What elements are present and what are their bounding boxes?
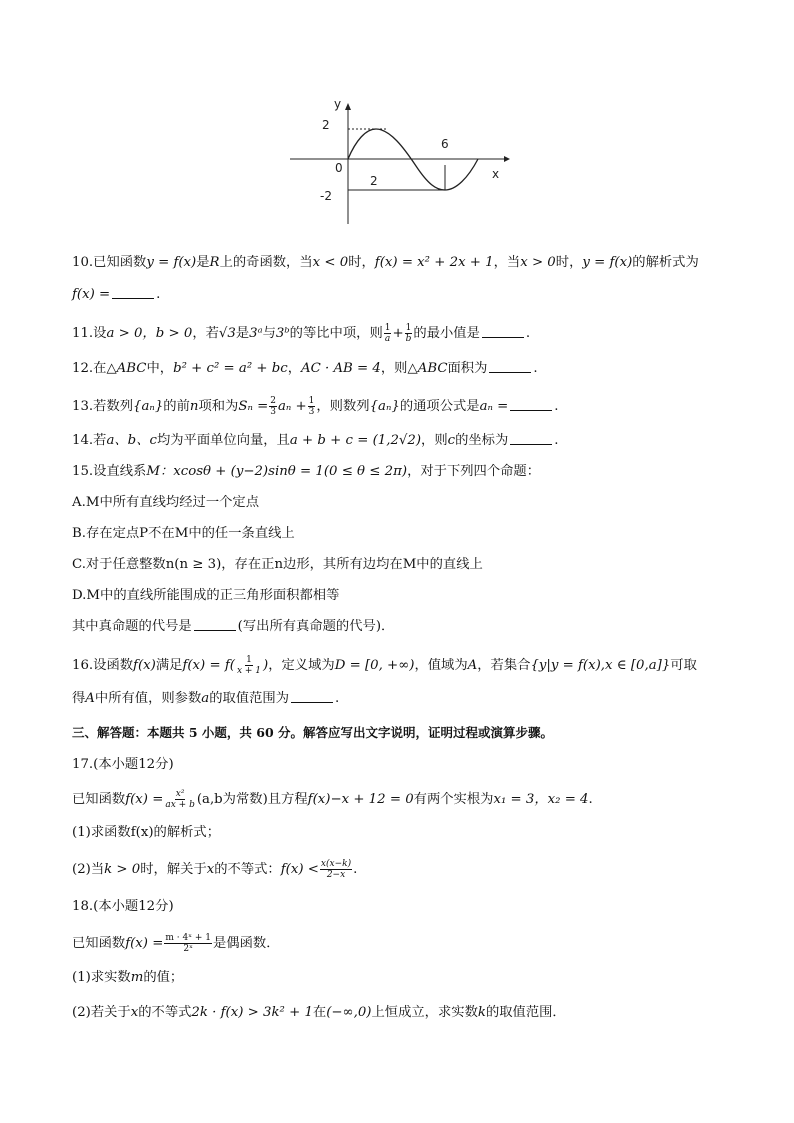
- q15-option-b: B.存在定点P不在M中的任一条直线上: [72, 526, 295, 541]
- q18-text: 的不等式: [138, 1005, 192, 1020]
- answer-blank: [112, 286, 154, 299]
- q13-math: n: [189, 399, 199, 414]
- q16-math: A: [467, 658, 478, 673]
- q14-math: a + b + c = (1,2√2): [289, 433, 422, 448]
- fraction-denominator: x + 1: [236, 666, 262, 676]
- q17-title: 17.(本小题12分): [72, 757, 174, 772]
- q13-text: ，则数列: [316, 399, 370, 414]
- q10-math: x < 0: [312, 255, 349, 270]
- section-3-heading: 三、解答题：本题共 5 小题，共 60 分。解答应写出文字说明，证明过程或演算步骤。: [72, 725, 554, 740]
- q17-text: 的不等式：: [214, 862, 281, 877]
- q16-math: f(x) = f(: [182, 658, 235, 673]
- q12-text: 中，: [146, 361, 174, 376]
- q15-text: 其中真命题的代号是: [72, 619, 192, 634]
- q17-math: f(x) =: [125, 792, 164, 807]
- q18-title: 18.(本小题12分): [72, 899, 174, 914]
- q11-math: √3: [218, 326, 236, 341]
- q16-math: A: [85, 691, 95, 706]
- fraction-numerator: 1: [384, 323, 391, 333]
- q12-text: ，: [287, 361, 301, 376]
- q16-text: ，定义域为: [268, 658, 335, 673]
- q16-text: 满足: [155, 658, 183, 673]
- x-label-2: 2: [370, 174, 378, 188]
- q13-line: 13.若数列{aₙ}的前n项和为Sₙ = $\frac{2}{3}$ aₙ + $\frac{1}{3}$ ，则数列{aₙ}的通项公式是aₙ = .: [72, 396, 559, 417]
- q13-text: 的前: [163, 399, 190, 414]
- fraction-denominator: 2ˣ: [183, 944, 193, 954]
- q12-line: 12.在△ABC中，b² + c² = a² + bc，AC · AB = 4，则△ABC面积为 .: [72, 361, 538, 376]
- q14-text: 均为平面单位向量，且: [156, 433, 290, 448]
- q17-text: 时，解关于: [140, 862, 207, 877]
- q17-part2: [72, 859, 357, 880]
- fraction-numerator: 1: [308, 396, 315, 406]
- q13-math: aₙ =: [479, 399, 509, 414]
- q14-math: c: [447, 433, 456, 448]
- q17-line: [72, 789, 593, 810]
- q15-text: 15.设直线系: [72, 464, 147, 479]
- x-axis-label: x: [492, 167, 500, 181]
- q17-text: 有两个实根为: [413, 792, 494, 807]
- q16-text: 的取值范围为: [209, 691, 289, 706]
- fraction-numerator: 1: [405, 323, 412, 333]
- q17-text: 已知函数: [72, 792, 126, 807]
- q17-math: f(x) <: [280, 862, 319, 877]
- answer-blank: [482, 325, 524, 338]
- q17-math: x: [206, 862, 215, 877]
- fraction: [384, 323, 392, 344]
- fraction-numerator: m · 4ˣ + 1: [165, 933, 212, 943]
- q11-text: 11.设: [72, 326, 107, 341]
- q16-text: ，若集合: [477, 658, 531, 673]
- q10-text: 上的奇函数，当: [219, 255, 313, 270]
- fraction: [308, 396, 316, 417]
- q11-text: 的等比中项，则: [289, 326, 383, 341]
- fraction-denominator: a: [384, 334, 391, 344]
- q10-line2: f(x) = .: [72, 287, 161, 302]
- sine-graph-svg: [278, 90, 518, 230]
- origin-label: 0: [335, 161, 343, 175]
- q18-text: 上恒成立，求实数: [371, 1005, 478, 1020]
- answer-blank: [510, 398, 552, 411]
- q12-math: △ABC: [407, 361, 448, 376]
- y-tick-neg2-label: -2: [320, 189, 332, 203]
- q10-math: y = f(x): [582, 255, 633, 270]
- q17-math: k > 0: [104, 862, 141, 877]
- x-label-6: 6: [441, 137, 449, 151]
- x-axis-arrow: [504, 156, 510, 162]
- q15-option-d: D.M中的直线所能围成的正三角形面积都相等: [72, 588, 340, 603]
- q15-math: M：xcosθ + (y−2)sinθ = 1(0 ≤ θ ≤ 2π): [146, 464, 408, 479]
- q18-part2: [72, 1003, 566, 1023]
- fraction-denominator: 3: [308, 407, 315, 417]
- fraction-denominator: ax + b: [165, 800, 195, 810]
- q18-text: 的值；: [143, 970, 184, 985]
- q18-math: f(x) =: [125, 936, 164, 951]
- q18-text: (1)求实数: [72, 970, 131, 985]
- q17-text: .: [588, 792, 593, 807]
- q15-line: [72, 462, 540, 482]
- q18-part1: [72, 968, 183, 988]
- q10-math: x > 0: [520, 255, 556, 270]
- q18-math: k: [477, 1005, 486, 1020]
- q16-line2: 得A中所有值，则参数a的取值范围为 .: [72, 691, 340, 706]
- fraction-numerator: 1: [246, 655, 252, 665]
- q11-line: 11.设a > 0，b > 0，若√3是3ᵃ与3ᵇ的等比中项，则 $\frac{1}{a}$ + $\frac{1}{b}$ 的最小值是 .: [72, 323, 531, 344]
- q12-text: ，则: [380, 361, 408, 376]
- q12-math: △ABC: [106, 361, 147, 376]
- q11-math: 3ᵃ: [249, 326, 263, 341]
- q17-part1: (1)求函数f(x)的解析式；: [72, 825, 221, 840]
- q16-text: 得: [72, 691, 86, 706]
- q14-text: 14.若: [72, 433, 107, 448]
- q15-option-c: C.对于任意整数n(n ≥ 3)，存在正n边形，其所有边均在M中的直线上: [72, 557, 483, 572]
- fraction: [236, 655, 262, 676]
- q14-text: 的坐标为: [455, 433, 509, 448]
- q11-text: 与: [262, 326, 276, 341]
- q17-text: .: [353, 862, 358, 877]
- q14-math: a、b、c: [106, 433, 157, 448]
- q10-text: 是: [196, 255, 210, 270]
- q18-math: (−∞,0): [326, 1005, 372, 1020]
- q11-math: a > 0，b > 0: [106, 326, 193, 341]
- q10-math: R: [209, 255, 220, 270]
- q18-text: 的取值范围．: [485, 1005, 566, 1020]
- q16-math: D = [0, +∞): [334, 658, 415, 673]
- q13-math: aₙ +: [277, 399, 307, 414]
- q18-line: [72, 933, 280, 954]
- q16-line1: [72, 655, 697, 676]
- q12-text: 面积为: [447, 361, 488, 376]
- q15-option-a: A.M中所有直线均经过一个定点: [72, 495, 260, 510]
- q12-math: AC · AB = 4: [301, 361, 381, 376]
- q16-math: ): [263, 658, 269, 673]
- q10-text: 时，: [555, 255, 583, 270]
- q13-math: {aₙ}: [133, 399, 164, 414]
- sine-graph-figure: [278, 90, 518, 230]
- q10-text: 10.已知函数: [72, 255, 147, 270]
- q16-text: 16.设函数: [72, 658, 134, 673]
- q10-math: y = f(x): [146, 255, 197, 270]
- fraction-numerator: x²: [175, 789, 185, 799]
- fraction: [320, 859, 352, 880]
- q16-text: ，值域为: [414, 658, 468, 673]
- q18-text: 是偶函数．: [213, 936, 280, 951]
- y-axis-label: y: [334, 97, 342, 111]
- answer-blank: [489, 360, 531, 373]
- q16-math: a: [201, 691, 210, 706]
- q16-math: f(x): [133, 658, 156, 673]
- q18-text: 已知函数: [72, 936, 126, 951]
- fraction-denominator: 2−x: [326, 870, 346, 880]
- q17-math: x₁ = 3，x₂ = 4: [493, 792, 589, 807]
- q11-text: 是: [235, 326, 250, 341]
- q17-text: (2)当: [72, 862, 105, 877]
- q13-math: Sₙ =: [238, 399, 269, 414]
- q16-math: {y|y = f(x),x ∈ [0,a]}: [530, 658, 671, 673]
- q11-text: 的最小值是: [413, 326, 480, 341]
- q11-math: 3ᵇ: [275, 326, 290, 341]
- fraction-numerator: 2: [270, 396, 276, 406]
- q10-line1: [72, 253, 699, 273]
- q10-math: f(x) = x² + 2x + 1: [374, 255, 494, 270]
- q18-math: 2k · f(x) > 3k² + 1: [191, 1005, 313, 1020]
- q16-text: 可取: [670, 658, 697, 673]
- q17-text: (a,b为常数)且方程: [196, 792, 308, 807]
- fraction: [164, 933, 212, 954]
- fraction: [164, 789, 195, 810]
- fraction-denominator: b: [405, 334, 412, 344]
- q18-text: 在: [312, 1005, 327, 1020]
- q15-text: (写出所有真命题的代号)．: [237, 619, 395, 634]
- answer-blank: [291, 690, 333, 703]
- q13-math: {aₙ}: [369, 399, 400, 414]
- q10-math: f(x) =: [72, 287, 111, 302]
- fraction-denominator: 3: [270, 407, 276, 417]
- y-tick-2-label: 2: [322, 118, 330, 132]
- q10-text: 的解析式为: [632, 255, 699, 270]
- q10-text: ，当: [493, 255, 521, 270]
- plus-sign: +: [392, 326, 404, 341]
- q18-math: x: [130, 1005, 139, 1020]
- q18-text: (2)若关于: [72, 1005, 131, 1020]
- answer-blank: [510, 432, 552, 445]
- fraction-numerator: x(x−k): [320, 859, 352, 869]
- q11-text: ，若: [192, 326, 219, 341]
- q12-math: b² + c² = a² + bc: [173, 361, 288, 376]
- q13-text: 13.若数列: [72, 399, 134, 414]
- q13-text: 项和为: [198, 399, 239, 414]
- q18-math: m: [130, 970, 144, 985]
- fraction: [269, 396, 277, 417]
- q17-math: f(x)−x + 12 = 0: [307, 792, 414, 807]
- y-axis-arrow: [345, 103, 351, 110]
- q10-text: 时，: [348, 255, 375, 270]
- q14-text: ，则: [421, 433, 448, 448]
- q16-text: 中所有值，则参数: [94, 691, 202, 706]
- q15-answer-line: [72, 617, 394, 637]
- q15-text: ，对于下列四个命题：: [407, 464, 541, 479]
- q12-text: 12.在: [72, 361, 107, 376]
- fraction: [405, 323, 413, 344]
- q14-line: 14.若a、b、c均为平面单位向量，且a + b + c = (1,2√2)，则c的坐标为 .: [72, 433, 559, 448]
- q13-text: 的通项公式是: [399, 399, 480, 414]
- answer-blank: [194, 618, 236, 631]
